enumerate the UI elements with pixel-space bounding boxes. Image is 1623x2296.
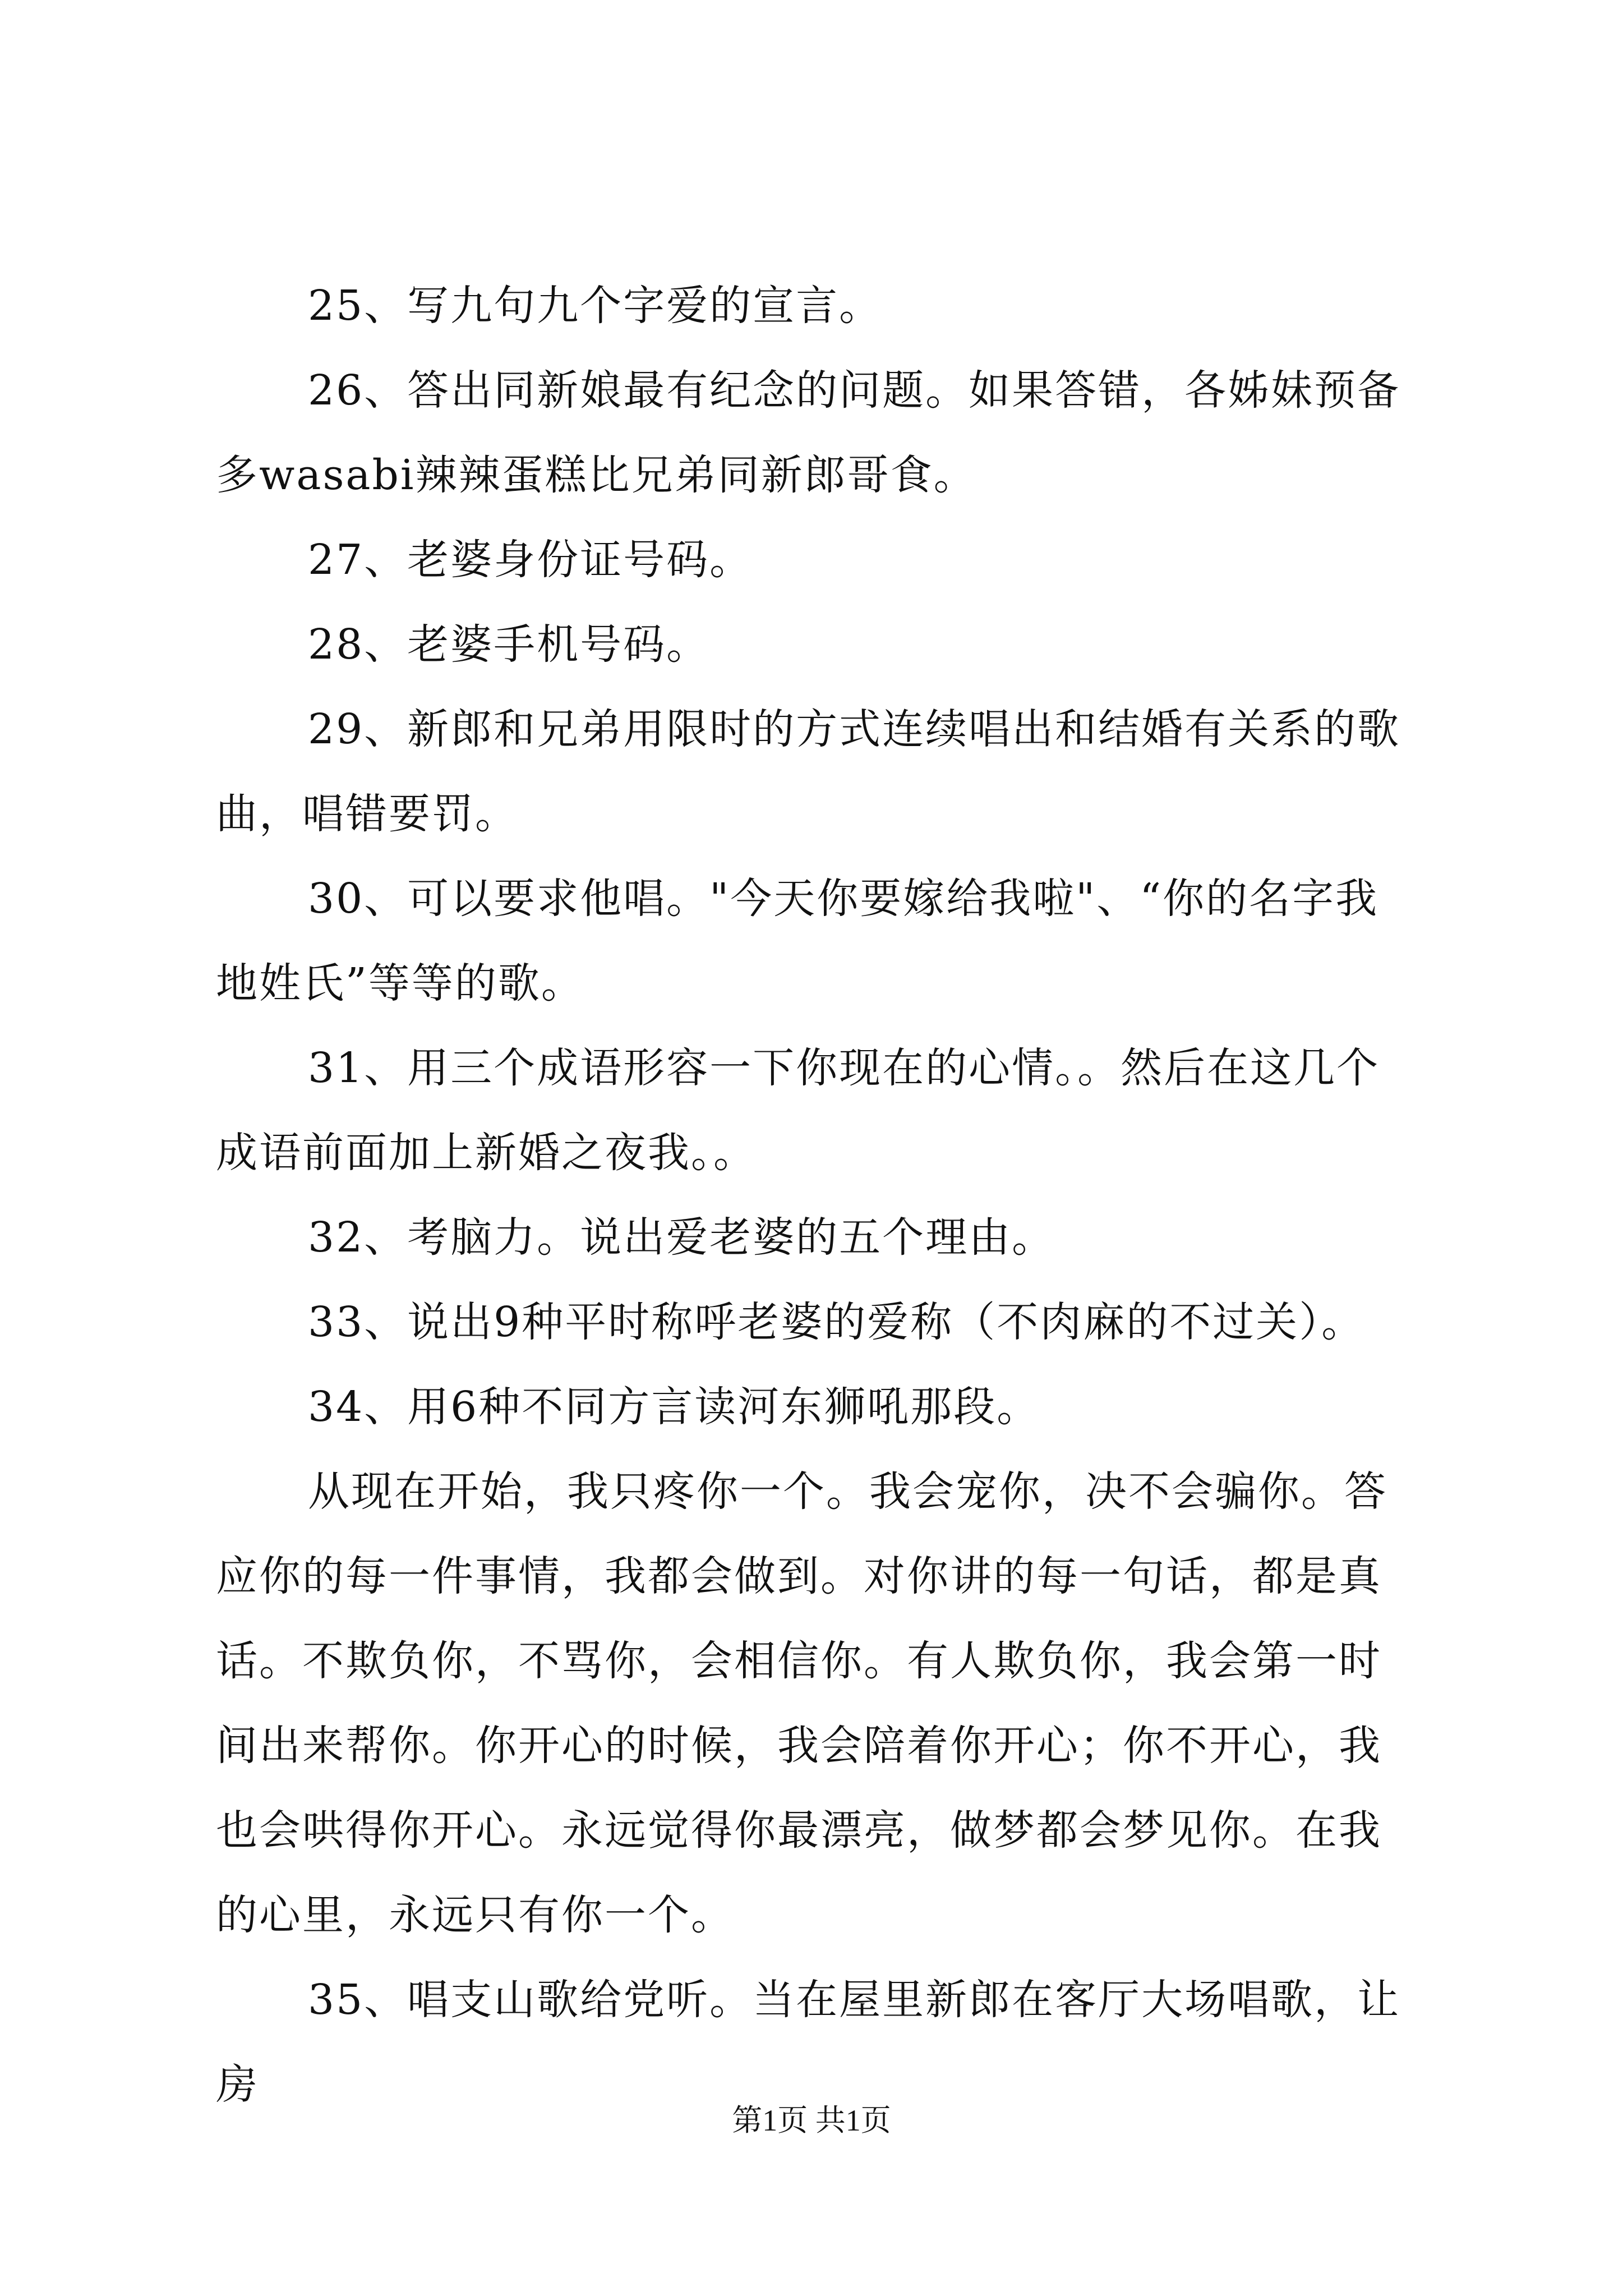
paragraph-34: 34、用6种不同方言读河东狮吼那段。	[308, 1383, 1040, 1431]
paragraph-33: 33、说出9种平时称呼老婆的爱称（不肉麻的不过关）。	[308, 1298, 1365, 1346]
paragraph-26: 26、答出同新娘最有纪念的问题。如果答错，各姊妹预备多wasabi辣辣蛋糕比兄弟同新郎哥食。	[216, 366, 1401, 499]
paragraph-27: 27、老婆身份证号码。	[308, 536, 753, 584]
paragraph-32: 32、考脑力。说出爱老婆的五个理由。	[308, 1213, 1055, 1262]
document-body	[216, 264, 1422, 2127]
paragraph-30: 30、可以要求他唱。"今天你要嫁给我啦"、“你的名字我地姓氏”等等的歌。	[216, 875, 1379, 1007]
page-footer: 第1页 共1页	[732, 2104, 891, 2137]
paragraph-35: 35、唱支山歌给党听。当在屋里新郎在客厅大场唱歌，让房	[216, 1976, 1401, 2109]
paragraph-29: 29、新郎和兄弟用限时的方式连续唱出和结婚有关系的歌曲，唱错要罚。	[216, 705, 1401, 838]
paragraph-vow: 从现在开始，我只疼你一个。我会宠你，决不会骗你。答应你的每一件事情，我都会做到。对你讲的每一句话，都是真话。不欺负你，不骂你，会相信你。有人欺负你，我会第一时间出来帮你。你开心的时候，我会陪着你开心；你不开心，我也会哄得你开心。永远觉得你最漂亮，做梦都会梦见你。在我的心里，永远只有你一个。	[216, 1467, 1387, 1939]
paragraph-28: 28、老婆手机号码。	[308, 620, 710, 669]
paragraph-31: 31、用三个成语形容一下你现在的心情。。然后在这几个成语前面加上新婚之夜我。。	[216, 1044, 1380, 1177]
paragraph-25: 25、写九句九个字爱的宣言。	[308, 282, 883, 330]
